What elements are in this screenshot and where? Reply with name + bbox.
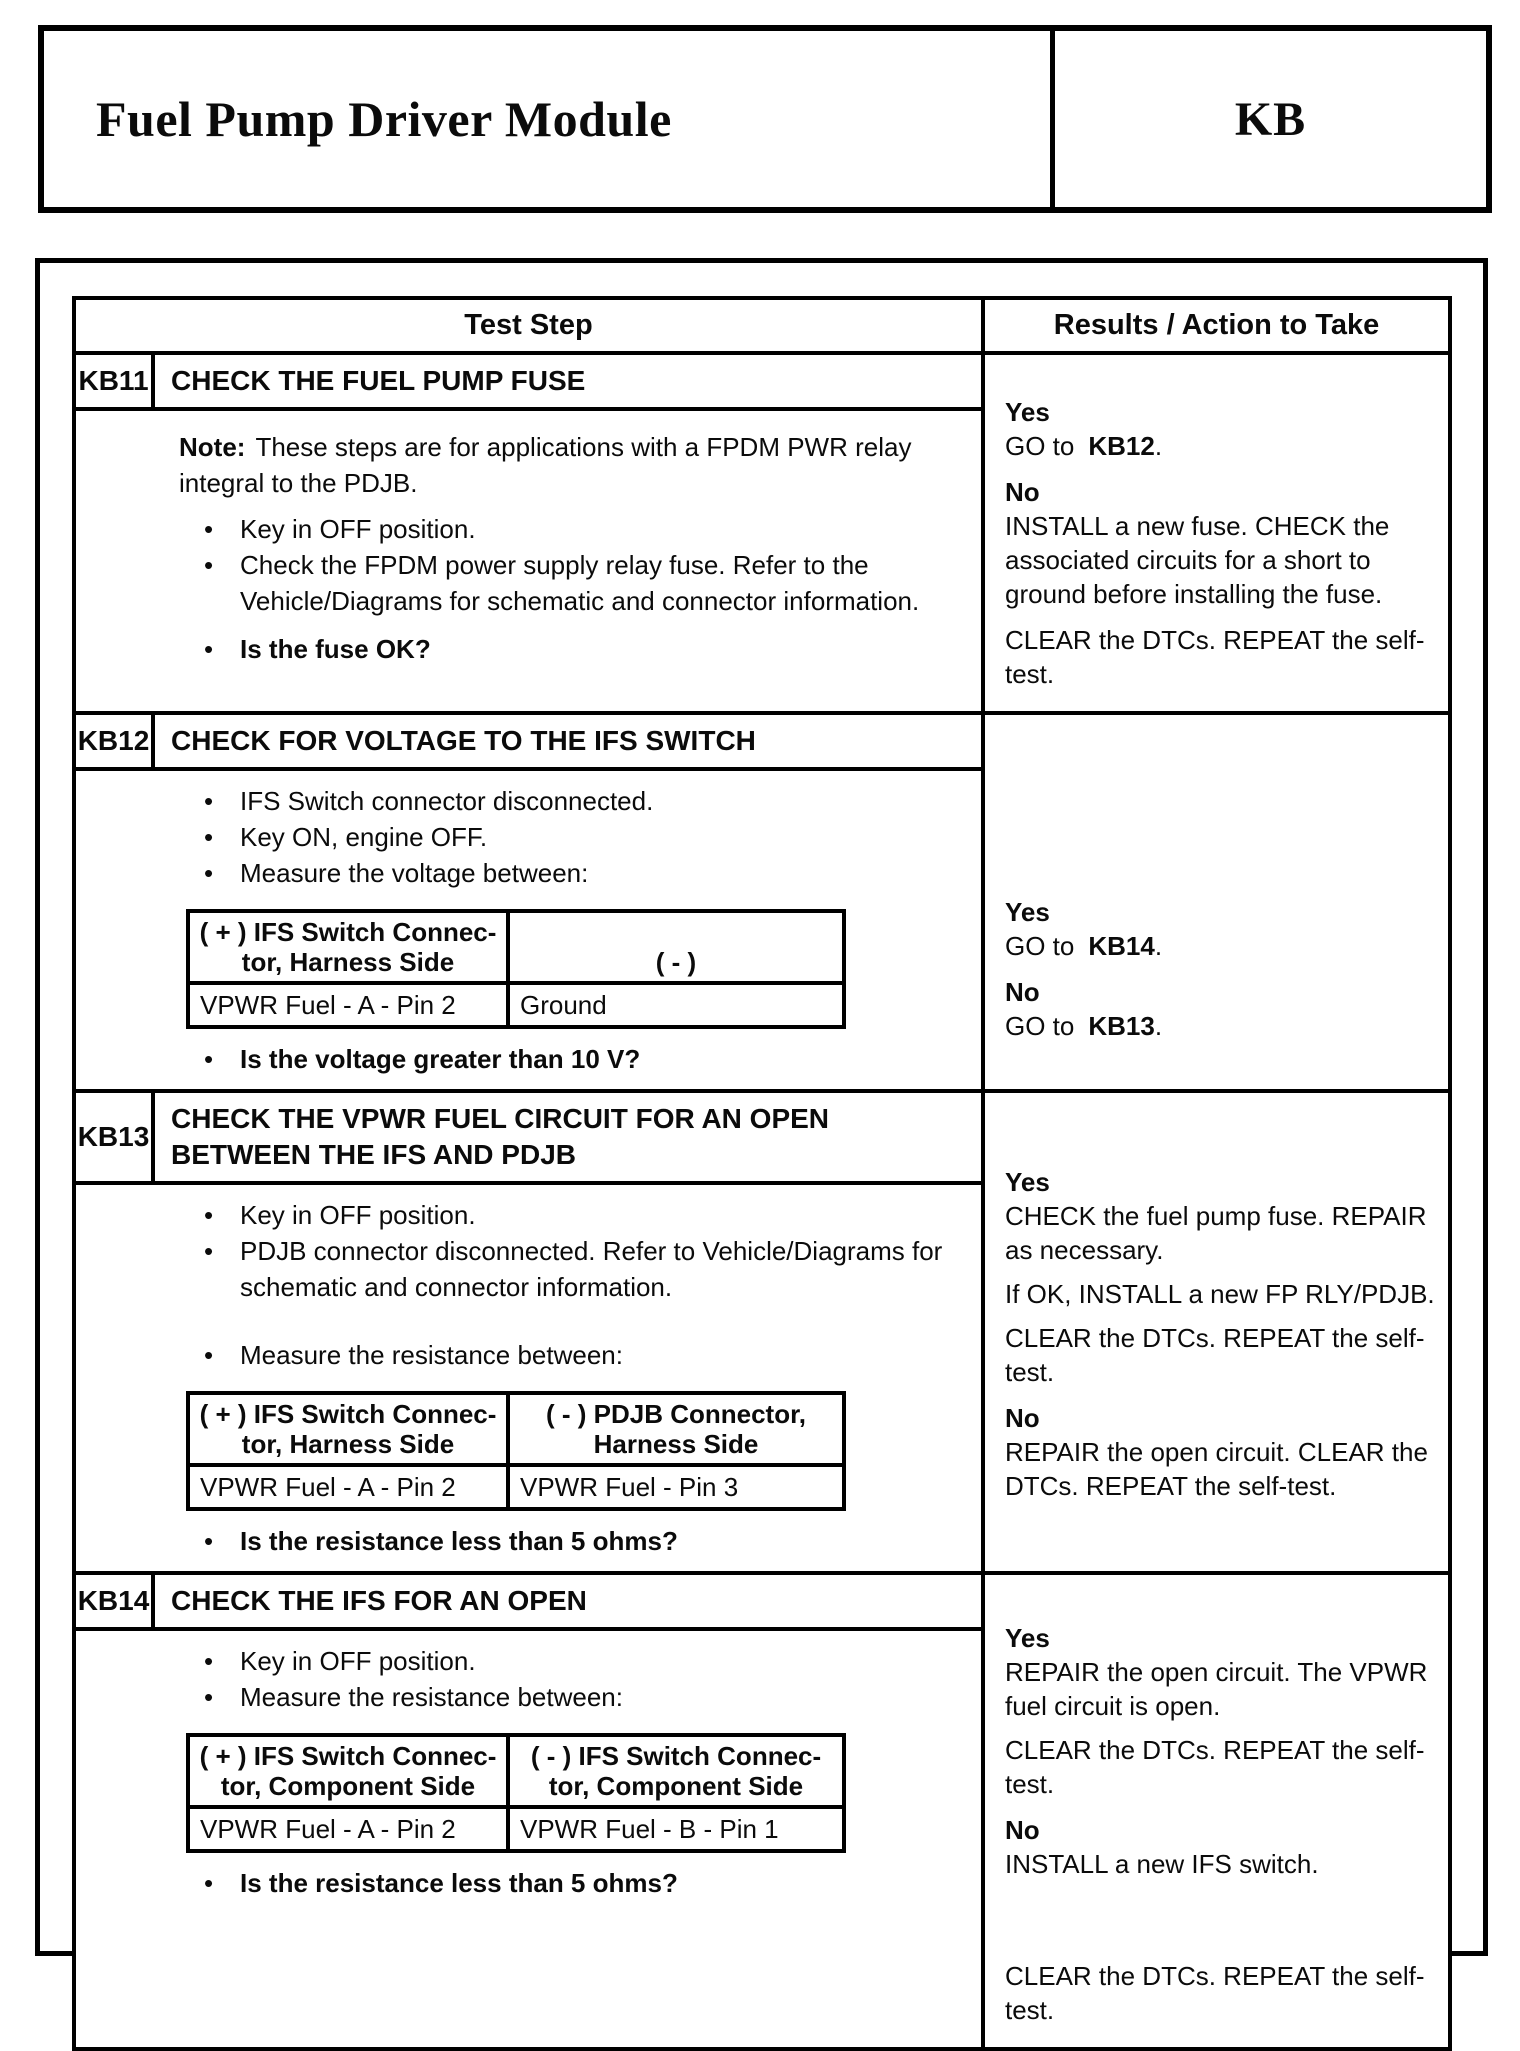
kb11-note-label: Note: [179, 432, 246, 462]
goto-suffix: . [1154, 431, 1163, 461]
kb13-yes-block [1005, 1165, 1442, 1389]
bullet-text: Measure the resistance between: [240, 1682, 623, 1712]
kb12-measurement-table [186, 909, 846, 1029]
kb14-test-step-cell [76, 1575, 985, 2047]
header-line: tor, Component Side [220, 1771, 476, 1801]
goto-prefix: GO to [1005, 931, 1075, 961]
goto-target: KB13 [1088, 1011, 1155, 1041]
header-line: ( + ) IFS Switch Connec- [199, 1399, 497, 1429]
bullet-item [204, 855, 985, 891]
measurement-header-row [190, 1737, 842, 1809]
kb11-note [179, 429, 967, 501]
kb12-results-cell [985, 715, 1448, 1089]
result-paragraph: CLEAR the DTCs. REPEAT the self-test. [1005, 625, 1425, 689]
negative-lead-value: Ground [520, 990, 607, 1020]
kb14-title-row [76, 1575, 981, 1631]
result-paragraph: REPAIR the open circuit. CLEAR the DTCs. REPEAT the self-test. [1005, 1437, 1428, 1501]
header-line: ( + ) IFS Switch Connec- [199, 1741, 497, 1771]
bullet-icon: • [204, 1340, 214, 1370]
no-label: No [1005, 477, 1040, 507]
kb11-yes-block [1005, 395, 1442, 463]
kb12-test-step-cell [76, 715, 985, 1089]
kb14-no-block [1005, 1813, 1442, 1881]
positive-lead-value: VPWR Fuel - A - Pin 2 [190, 1809, 510, 1849]
positive-lead-header [190, 1395, 510, 1463]
measurement-data-row [190, 1809, 842, 1849]
no-label: No [1005, 1815, 1040, 1845]
header-line: Harness Side [593, 1429, 759, 1459]
header-line: tor, Component Side [548, 1771, 804, 1801]
kb11-results-cell [985, 355, 1448, 711]
bullet-item [204, 1197, 985, 1233]
goto-prefix: GO to [1005, 431, 1075, 461]
goto-line [1005, 429, 1442, 463]
question-text: Is the fuse OK? [240, 634, 431, 664]
goto-target: KB14 [1088, 931, 1155, 961]
goto-prefix: GO to [1005, 1011, 1075, 1041]
kb12-yes-block [1005, 895, 1442, 963]
kb14-step-id: KB14 [76, 1575, 155, 1627]
bullet-text: Key in OFF position. [240, 1200, 476, 1230]
kb11-step-title: CHECK THE FUEL PUMP FUSE [171, 365, 586, 396]
question-text: Is the resistance less than 5 ohms? [240, 1868, 678, 1898]
kb13-test-step-cell [76, 1093, 985, 1571]
bullet-item [204, 783, 985, 819]
bullet-text: PDJB connector disconnected. Refer to Vehicle/Diagrams for schematic and connector information. [240, 1236, 943, 1302]
result-paragraph: INSTALL a new IFS switch. [1005, 1849, 1319, 1879]
result-paragraph: INSTALL a new fuse. CHECK the associated circuits for a short to ground before installing the fuse. [1005, 511, 1390, 609]
bullet-icon: • [204, 822, 214, 852]
bullet-icon: • [204, 1200, 214, 1230]
section-kb11 [76, 355, 1448, 715]
bullet-text: Key in OFF position. [240, 514, 476, 544]
kb11-step-body [76, 411, 981, 711]
kb14-step-body [76, 1631, 981, 2047]
result-paragraph: CLEAR the DTCs. REPEAT the self-test. [1005, 1961, 1425, 2025]
yes-label: Yes [1005, 1623, 1050, 1653]
header-line [514, 917, 838, 947]
kb12-step-title: CHECK FOR VOLTAGE TO THE IFS SWITCH [171, 725, 756, 756]
section-kb12 [76, 715, 1448, 1093]
negative-lead-header [510, 1737, 842, 1805]
bullet-text: Measure the resistance between: [240, 1340, 623, 1370]
result-paragraph: CLEAR the DTCs. REPEAT the self-test. [1005, 1735, 1425, 1799]
bullet-text: IFS Switch connector disconnected. [240, 786, 654, 816]
header-code-cell [1055, 31, 1486, 207]
bullet-item [204, 547, 985, 619]
goto-line [1005, 1009, 1442, 1043]
header-title-cell [44, 31, 1055, 207]
result-paragraph: CLEAR the DTCs. REPEAT the self-test. [1005, 1323, 1425, 1387]
bullet-icon: • [204, 1526, 214, 1556]
kb14-yes-block [1005, 1621, 1442, 1801]
header-line: ( - ) [655, 947, 697, 977]
yes-label: Yes [1005, 397, 1050, 427]
kb13-step-body [76, 1185, 981, 1571]
pinpoint-test-table [72, 296, 1452, 2051]
bullet-item [204, 511, 985, 547]
bullet-text: Key in OFF position. [240, 1646, 476, 1676]
bullet-item [204, 1337, 985, 1373]
kb13-step-id: KB13 [76, 1093, 155, 1181]
measurement-data-row [190, 985, 842, 1025]
header-line: tor, Harness Side [241, 1429, 455, 1459]
goto-line [1005, 929, 1442, 963]
bullet-icon: • [204, 1236, 214, 1266]
goto-suffix: . [1154, 1011, 1163, 1041]
bullet-icon: • [204, 858, 214, 888]
bullet-icon: • [204, 1044, 214, 1074]
kb11-question [204, 631, 985, 667]
positive-lead-value: VPWR Fuel - A - Pin 2 [190, 985, 510, 1025]
bullet-icon: • [204, 634, 214, 664]
bullet-text: Measure the voltage between: [240, 858, 589, 888]
question-text: Is the resistance less than 5 ohms? [240, 1526, 678, 1556]
kb13-results-cell [985, 1093, 1448, 1571]
kb14-question [204, 1865, 985, 1901]
column-header-test-step: Test Step [76, 300, 985, 351]
page-title: Fuel Pump Driver Module [96, 91, 672, 147]
section-kb13 [76, 1093, 1448, 1575]
header-line: ( + ) IFS Switch Connec- [199, 917, 497, 947]
kb12-step-body [76, 771, 981, 1089]
bullet-item [204, 1643, 985, 1679]
kb12-step-id: KB12 [76, 715, 155, 767]
header-line: ( - ) IFS Switch Connec- [530, 1741, 822, 1771]
bullet-item [204, 819, 985, 855]
bullet-icon: • [204, 514, 214, 544]
bullet-icon: • [204, 1868, 214, 1898]
result-paragraph: REPAIR the open circuit. The VPWR fuel circuit is open. [1005, 1657, 1428, 1721]
bullet-icon: • [204, 786, 214, 816]
bullet-icon: • [204, 1682, 214, 1712]
positive-lead-value: VPWR Fuel - A - Pin 2 [190, 1467, 510, 1507]
no-label: No [1005, 977, 1040, 1007]
negative-lead-header [510, 913, 842, 981]
kb13-measurement-table [186, 1391, 846, 1511]
yes-label: Yes [1005, 897, 1050, 927]
bullet-text: Check the FPDM power supply relay fuse. Refer to the Vehicle/Diagrams for schematic and connector information. [240, 550, 920, 616]
bullet-item [204, 1233, 985, 1305]
result-paragraph: If OK, INSTALL a new FP RLY/PDJB. [1005, 1279, 1435, 1309]
question-text: Is the voltage greater than 10 V? [240, 1044, 641, 1074]
header-line: tor, Harness Side [241, 947, 455, 977]
negative-lead-value: VPWR Fuel - B - Pin 1 [520, 1814, 779, 1844]
result-paragraph: CHECK the fuel pump fuse. REPAIR as necessary. [1005, 1201, 1427, 1265]
measurement-header-row [190, 1395, 842, 1467]
kb11-no-block [1005, 475, 1442, 611]
column-header-results: Results / Action to Take [1053, 309, 1380, 341]
negative-lead-value: VPWR Fuel - Pin 3 [520, 1472, 739, 1502]
bullet-text: Key ON, engine OFF. [240, 822, 488, 852]
positive-lead-header [190, 913, 510, 981]
page-header-box [38, 25, 1492, 213]
yes-label: Yes [1005, 1167, 1050, 1197]
kb11-note-text: These steps are for applications with a FPDM PWR relay integral to the PDJB. [179, 432, 912, 498]
kb13-title-row [76, 1093, 981, 1185]
positive-lead-header [190, 1737, 510, 1805]
kb12-question [204, 1041, 985, 1077]
kb14-measurement-table [186, 1733, 846, 1853]
kb12-no-block [1005, 975, 1442, 1043]
header-line: ( - ) PDJB Connector, [545, 1399, 806, 1429]
no-label: No [1005, 1403, 1040, 1433]
section-kb14 [76, 1575, 1448, 2047]
content-box [35, 258, 1488, 2025]
kb11-step-id: KB11 [76, 355, 155, 407]
measurement-data-row [190, 1467, 842, 1507]
kb12-title-row [76, 715, 981, 771]
kb11-test-step-cell [76, 355, 985, 711]
negative-lead-header [510, 1395, 842, 1463]
table-header-row [76, 300, 1448, 355]
bullet-icon: • [204, 550, 214, 580]
goto-target: KB12 [1088, 431, 1155, 461]
measurement-header-row [190, 913, 842, 985]
kb14-results-cell [985, 1575, 1448, 2047]
kb11-title-row [76, 355, 981, 411]
section-code: KB [1234, 92, 1307, 146]
kb13-step-title: CHECK THE VPWR FUEL CIRCUIT FOR AN OPEN BETWEEN THE IFS AND PDJB [171, 1103, 830, 1170]
goto-suffix: . [1154, 931, 1163, 961]
kb13-no-block [1005, 1401, 1442, 1503]
kb14-step-title: CHECK THE IFS FOR AN OPEN [171, 1585, 587, 1616]
kb13-question [204, 1523, 985, 1559]
bullet-item [204, 1679, 985, 1715]
bullet-icon: • [204, 1646, 214, 1676]
